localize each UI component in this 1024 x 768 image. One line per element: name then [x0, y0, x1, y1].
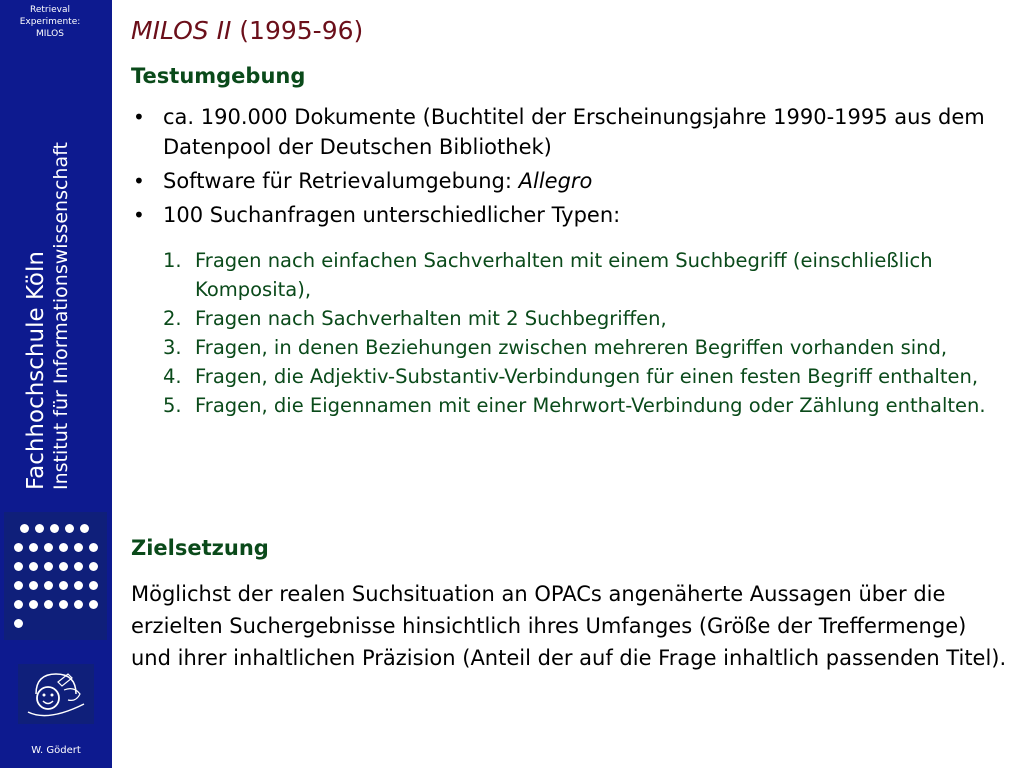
dot: [74, 543, 83, 552]
item-text: Fragen nach Sachverhalten mit 2 Suchbegriffen,: [195, 307, 667, 330]
dot: [74, 581, 83, 590]
item-number: 4.: [163, 365, 182, 388]
item-text: Fragen, in denen Beziehungen zwischen mehreren Begriffen vorhanden sind,: [195, 336, 948, 359]
query-type-item: [163, 333, 993, 362]
query-type-item: [163, 304, 993, 333]
slide-title: [131, 16, 363, 45]
section-heading-goal: Zielsetzung: [131, 536, 269, 560]
dot: [14, 581, 23, 590]
bullet-text: 100 Suchanfragen unterschiedlicher Typen:: [163, 203, 621, 227]
item-text: Fragen nach einfachen Sachverhalten mit einem Suchbegriff (einschließlich Komposita),: [195, 249, 933, 301]
dot: [80, 524, 89, 533]
sidebar: [0, 0, 112, 768]
dot: [20, 524, 29, 533]
bullet-item: [131, 200, 1001, 230]
dot: [65, 524, 74, 533]
dot: [14, 619, 23, 628]
dot: [89, 600, 98, 609]
bullet-text: Software für Retrievalumgebung:: [163, 169, 519, 193]
dot: [59, 600, 68, 609]
dot: [59, 562, 68, 571]
query-type-item: [163, 391, 993, 420]
section-heading-test: Testumgebung: [131, 64, 306, 88]
dot: [89, 562, 98, 571]
dot: [59, 543, 68, 552]
query-type-item: [163, 362, 993, 391]
query-type-item: [163, 246, 993, 304]
dot: [44, 581, 53, 590]
dot: [74, 600, 83, 609]
item-text: Fragen, die Eigennamen mit einer Mehrwort-Verbindung oder Zählung enthalten.: [195, 394, 986, 417]
bullet-item: [131, 102, 1001, 162]
department-name: Institut für Informationswissenschaft: [50, 142, 72, 490]
dot: [14, 543, 23, 552]
dot: [29, 600, 38, 609]
dot: [14, 562, 23, 571]
bullet-text: ca. 190.000 Dokumente (Buchtitel der Erscheinungsjahre 1990-1995 aus dem Datenpool der Deutschen Bibliothek): [163, 105, 985, 159]
software-name: Allegro: [518, 169, 593, 193]
bullet-item: [131, 166, 1001, 196]
dot: [29, 562, 38, 571]
dot: [35, 524, 44, 533]
sidebar-top-label: Retrieval Experimente: MILOS: [19, 5, 81, 39]
title-years: (1995-96): [231, 16, 364, 45]
institution-name: Fachhochschule Köln: [23, 251, 49, 490]
dot: [44, 600, 53, 609]
dot: [14, 600, 23, 609]
author-name: W. Gödert: [31, 745, 81, 756]
item-number: 3.: [163, 336, 182, 359]
title-name: MILOS II: [131, 16, 232, 45]
dot: [89, 543, 98, 552]
dot: [29, 581, 38, 590]
dot: [29, 543, 38, 552]
query-type-list: [163, 246, 993, 420]
dot: [89, 581, 98, 590]
item-text: Fragen, die Adjektiv-Substantiv-Verbindungen für einen festen Begriff enthalten,: [195, 365, 979, 388]
sidebar-vertical-title: [22, 110, 72, 490]
smiley-logo-icon: [18, 664, 94, 724]
dot: [50, 524, 59, 533]
goal-paragraph: Möglichst der realen Suchsituation an OPACs angenäherte Aussagen über die erzielten Suchergebnisse hinsichtlich ihres Umfanges (Größe der Treffermenge) und ihrer inhaltlichen Präzision (Anteil der auf die Frage inhaltlich passenden Titel).: [131, 582, 1007, 670]
dot: [44, 562, 53, 571]
dot: [74, 562, 83, 571]
item-number: 2.: [163, 307, 182, 330]
item-number: 5.: [163, 394, 182, 417]
dot: [59, 581, 68, 590]
item-number: 1.: [163, 249, 182, 272]
bullet-list: [131, 102, 1001, 234]
dot-pattern: [4, 512, 107, 640]
dot: [44, 543, 53, 552]
